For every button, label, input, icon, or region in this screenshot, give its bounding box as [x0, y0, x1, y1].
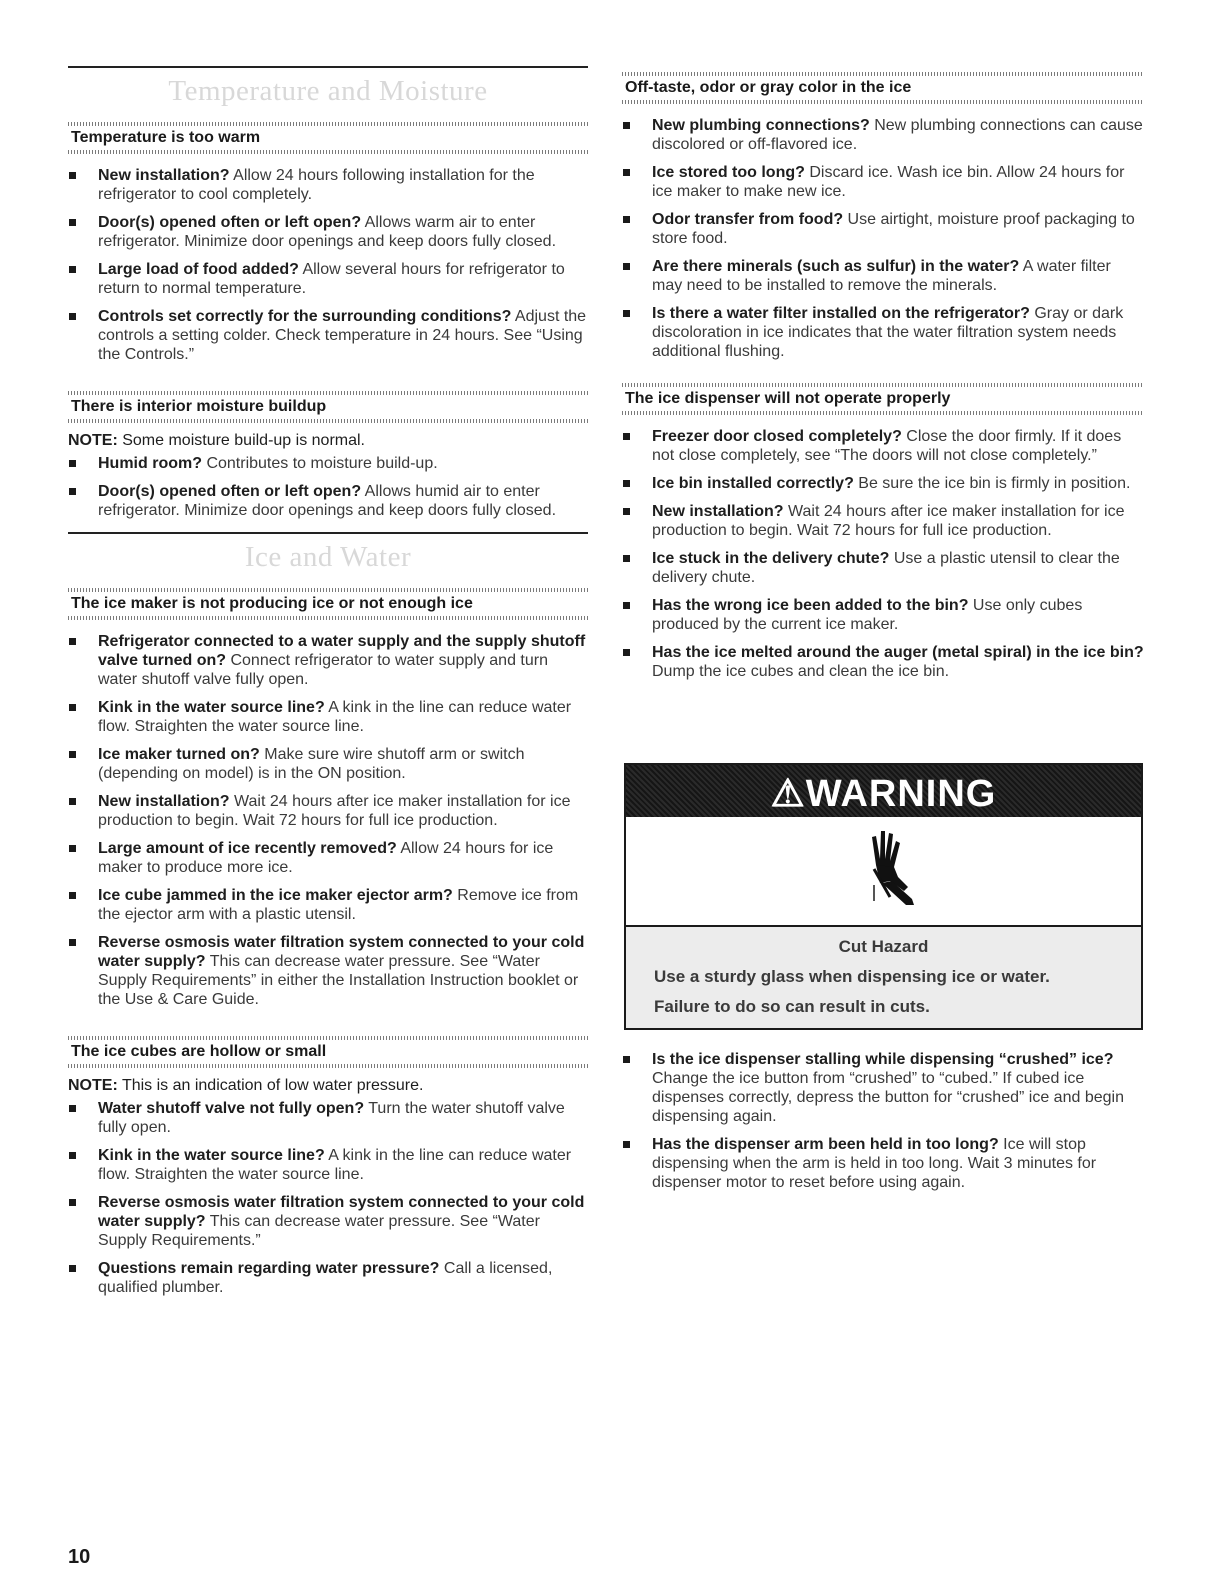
item-answer: Call a licensed, qualified plumber.	[98, 1260, 553, 1296]
item-answer: Allows humid air to enter refrigerator. Minimize door openings and keep doors fully closed.	[98, 483, 557, 519]
cut-hazard-hand-icon	[846, 825, 926, 915]
item-question: Reverse osmosis water filtration system connected to your cold water supply?	[98, 934, 585, 970]
item-question: Large load of food added?	[98, 261, 299, 278]
item-answer: This can decrease water pressure. See “Water Supply Requirements.”	[98, 1213, 540, 1249]
item-answer: Close the door firmly. If it does not close completely, see “The doors will not close completely.”	[652, 428, 1122, 464]
item-answer: Make sure wire shutoff arm or switch (depending on model) is in the ON position.	[98, 746, 525, 782]
list-item	[68, 213, 588, 251]
list-item	[622, 116, 1144, 154]
item-question: New installation?	[652, 503, 784, 520]
item-question: Has the wrong ice been added to the bin?	[652, 597, 969, 614]
subhead-off-taste: Off-taste, odor or gray color in the ice	[625, 79, 912, 96]
list-item	[622, 427, 1144, 465]
list-item	[622, 163, 1144, 201]
subhead-not-producing: The ice maker is not producing ice or not enough ice	[71, 595, 473, 612]
list-item	[68, 1259, 588, 1297]
list-item	[622, 257, 1144, 295]
list-item	[68, 454, 588, 473]
item-question: Ice maker turned on?	[98, 746, 260, 763]
item-answer: Allow several hours for refrigerator to return to normal temperature.	[98, 261, 565, 297]
page-number: 10	[68, 1546, 91, 1568]
item-question: New installation?	[98, 793, 230, 810]
item-answer: Gray or dark discoloration in ice indicates that the water filtration system needs additional flushing.	[652, 305, 1124, 360]
subhead-too-warm: Temperature is too warm	[71, 129, 261, 146]
item-question: Door(s) opened often or left open?	[98, 483, 362, 500]
item-answer: Connect refrigerator to water supply and turn water shutoff valve fully open.	[98, 652, 548, 688]
item-question: Ice cube jammed in the ice maker ejector arm?	[98, 887, 453, 904]
subhead-moisture: There is interior moisture buildup	[71, 398, 327, 415]
list-item	[68, 482, 588, 520]
subhead-dispenser: The ice dispenser will not operate properly	[625, 390, 951, 407]
section-title-ice-water: Ice and Water	[244, 541, 412, 573]
item-answer: Ice will stop dispensing when the arm is held in too long. Wait 3 minutes for dispenser motor to reset before using again.	[652, 1136, 1097, 1191]
item-question: Kink in the water source line?	[98, 1147, 325, 1164]
item-question: Large amount of ice recently removed?	[98, 840, 397, 857]
warning-box	[624, 763, 1143, 1030]
item-answer: A kink in the line can reduce water flow. Straighten the water source line.	[98, 1147, 572, 1183]
item-question: Kink in the water source line?	[98, 699, 325, 716]
list-too-warm	[68, 166, 588, 364]
section-rule	[68, 532, 588, 534]
dotted-rule	[68, 419, 588, 423]
list-item	[68, 166, 588, 204]
list-item	[622, 1050, 1144, 1126]
list-item	[68, 1193, 588, 1250]
item-question: Ice bin installed correctly?	[652, 475, 854, 492]
list-item	[622, 474, 1144, 493]
item-answer: Change the ice button from “crushed” to “cubed.” If cubed ice dispenses correctly, depress the button for “crushed” ice and begin dispensing again.	[652, 1070, 1124, 1125]
item-question: Has the dispenser arm been held in too long?	[652, 1136, 999, 1153]
item-answer: Adjust the controls a setting colder. Check temperature in 24 hours. See “Using the Controls.”	[98, 308, 587, 363]
item-question: Water shutoff valve not fully open?	[98, 1100, 365, 1117]
item-answer: A water filter may need to be installed to remove the minerals.	[652, 258, 1111, 294]
dotted-rule	[622, 411, 1144, 415]
item-question: Is there a water filter installed on the refrigerator?	[652, 305, 1030, 322]
dispenser-more	[622, 1050, 1144, 1201]
warning-line-1: Use a sturdy glass when dispensing ice or water.	[654, 967, 1050, 986]
list-item	[68, 1099, 588, 1137]
item-answer: This can decrease water pressure. See “Water Supply Requirements” in either the Installation Instruction booklet or the Use & Care Guide.	[98, 953, 579, 1008]
item-answer: Wait 24 hours after ice maker installation for ice production to begin. Wait 72 hours for full ice production.	[98, 793, 571, 829]
warning-title: ⚠WARNING	[770, 773, 997, 815]
dotted-rule	[68, 1064, 588, 1068]
note-text: Some moisture build-up is normal.	[117, 432, 365, 449]
item-question: Questions remain regarding water pressure?	[98, 1260, 440, 1277]
list-item	[68, 745, 588, 783]
item-question: Is the ice dispenser stalling while dispensing “crushed” ice?	[652, 1051, 1114, 1068]
item-question: Refrigerator connected to a water supply and the supply shutoff valve turned on?	[98, 633, 586, 669]
list-item	[68, 698, 588, 736]
left-column	[68, 0, 588, 1306]
dotted-rule	[68, 616, 588, 620]
item-answer: A kink in the line can reduce water flow. Straighten the water source line.	[98, 699, 572, 735]
list-not-producing	[68, 632, 588, 1009]
note-label: NOTE:	[68, 1077, 118, 1094]
list-item	[622, 210, 1144, 248]
list-item	[68, 839, 588, 877]
item-answer: Use a plastic utensil to clear the delivery chute.	[652, 550, 1120, 586]
dotted-rule	[622, 100, 1144, 104]
item-question: Humid room?	[98, 455, 202, 472]
list-item	[68, 307, 588, 364]
list-item	[68, 260, 588, 298]
list-item	[68, 792, 588, 830]
list-moisture	[68, 454, 588, 520]
warning-header	[626, 765, 1141, 817]
list-item	[622, 549, 1144, 587]
item-answer: Dump the ice cubes and clean the ice bin.	[652, 663, 950, 680]
item-question: Odor transfer from food?	[652, 211, 844, 228]
section-title-temperature: Temperature and Moisture	[168, 75, 488, 107]
item-answer: Wait 24 hours after ice maker installation for ice production to begin. Wait 72 hours for full ice production.	[652, 503, 1125, 539]
item-question: Ice stuck in the delivery chute?	[652, 550, 890, 567]
list-item	[622, 502, 1144, 540]
item-question: New installation?	[98, 167, 230, 184]
note-moisture	[68, 431, 588, 450]
section-rule	[68, 66, 588, 68]
item-answer: Allows warm air to enter refrigerator. Minimize door openings and keep doors fully closed.	[98, 214, 557, 250]
item-question: Door(s) opened often or left open?	[98, 214, 362, 231]
list-item	[68, 1146, 588, 1184]
item-question: New plumbing connections?	[652, 117, 870, 134]
list-dispenser	[622, 427, 1144, 681]
item-question: Are there minerals (such as sulfur) in the water?	[652, 258, 1020, 275]
item-answer: Turn the water shutoff valve fully open.	[98, 1100, 565, 1136]
warning-hazard-title: Cut Hazard	[838, 937, 929, 956]
item-answer: Allow 24 hours for ice maker to produce more ice.	[98, 840, 554, 876]
item-answer: Remove ice from the ejector arm with a plastic utensil.	[98, 887, 579, 923]
item-answer: Discard ice. Wash ice bin. Allow 24 hours for ice maker to make new ice.	[652, 164, 1125, 200]
item-question: Has the ice melted around the auger (metal spiral) in the ice bin?	[652, 644, 1144, 661]
item-question: Freezer door closed completely?	[652, 428, 902, 445]
warning-line-2: Failure to do so can result in cuts.	[654, 997, 930, 1016]
item-answer: New plumbing connections can cause discolored or off-flavored ice.	[652, 117, 1143, 153]
list-hollow	[68, 1099, 588, 1297]
item-answer: Use airtight, moisture proof packaging to store food.	[652, 211, 1135, 247]
item-answer: Allow 24 hours following installation for the refrigerator to cool completely.	[98, 167, 535, 203]
note-hollow	[68, 1076, 588, 1095]
subhead-hollow: The ice cubes are hollow or small	[71, 1043, 327, 1060]
list-dispenser-after	[622, 1050, 1144, 1192]
list-item	[622, 304, 1144, 361]
warning-body	[626, 927, 1141, 1028]
note-text: This is an indication of low water pressure.	[117, 1077, 424, 1094]
note-label: NOTE:	[68, 432, 118, 449]
item-answer: Use only cubes produced by the current ice maker.	[652, 597, 1083, 633]
list-item	[622, 643, 1144, 681]
item-answer: Be sure the ice bin is firmly in position.	[853, 475, 1131, 492]
list-item	[622, 596, 1144, 634]
item-answer: Contributes to moisture build-up.	[202, 455, 438, 472]
list-item	[622, 1135, 1144, 1192]
item-question: Controls set correctly for the surrounding conditions?	[98, 308, 512, 325]
item-question: Ice stored too long?	[652, 164, 805, 181]
list-item	[68, 632, 588, 689]
warning-icon-area	[626, 817, 1141, 927]
dotted-rule	[68, 150, 588, 154]
list-item	[68, 933, 588, 1009]
right-column	[622, 0, 1144, 690]
list-item	[68, 886, 588, 924]
list-off-taste	[622, 116, 1144, 361]
item-question: Reverse osmosis water filtration system connected to your cold water supply?	[98, 1194, 585, 1230]
